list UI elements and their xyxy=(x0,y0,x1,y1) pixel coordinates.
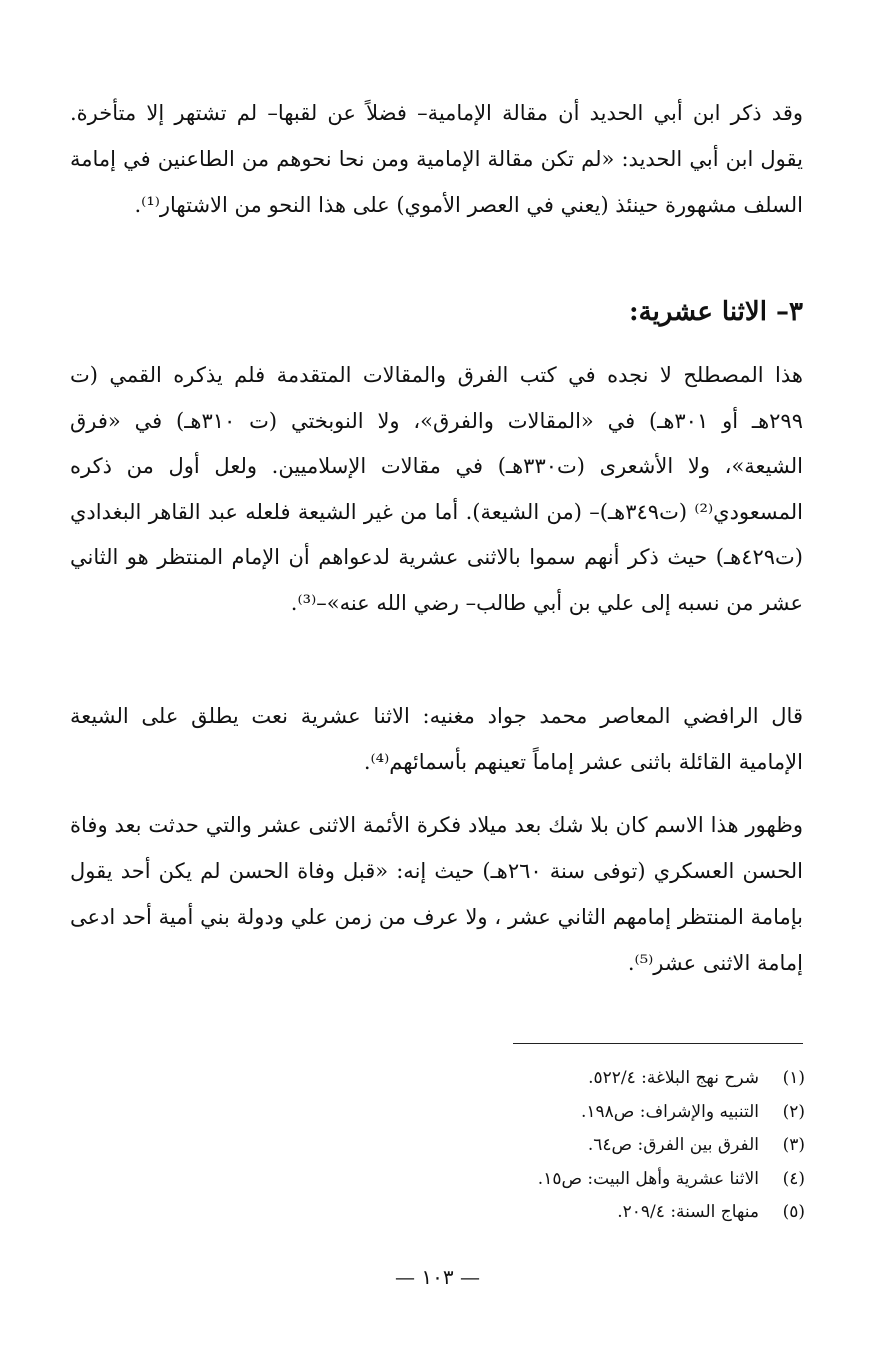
footnote-item xyxy=(305,1129,805,1163)
footnote-number: (٥) xyxy=(782,1202,805,1222)
footnote-number: (٤) xyxy=(782,1168,805,1189)
footnote-text: منهاج السنة: ٢٠٩/٤. xyxy=(617,1202,759,1222)
footnote-number: (٣) xyxy=(782,1135,805,1155)
paragraph-term-history: هذا المصطلح لا نجده في كتب الفرق والمقالات المتقدمة فلم يذكره القمي (ت ٢٩٩هـ أو ٣٠١هـ) في «المقالات والفرق»، ولا النوبختي (ت ٣١٠هـ) في «فرق الشيعة»، ولا الأشعرى (ت٣٣٠هـ) في مقالات الإسلاميين. ولعل أول من ذكره المسعودي⁽²⁾ (ت٣٤٩هـ)– (من الشيعة). أما من غير الشيعة فلعله عبد القاهر البغدادي (ت٤٢٩هـ) حيث ذكر أنهم سموا بالاثنى عشرية لدعواهم أن الإمام المنتظر هو الثاني عشر من نسبه إلى علي بن أبي طالب– رضي الله عنه»–⁽³⁾. xyxy=(70,363,804,615)
footnotes-list xyxy=(305,1062,805,1230)
footnote-text: التنبيه والإشراف: ص١٩٨. xyxy=(580,1101,759,1122)
footnote-item xyxy=(305,1163,805,1197)
section-heading: ٣– الاثنا عشرية: xyxy=(629,297,803,327)
footnote-text: الاثنا عشرية وأهل البيت: ص١٥. xyxy=(537,1168,759,1189)
paragraph-intro: وقد ذكر ابن أبي الحديد أن مقالة الإمامية– فضلاً عن لقبها– لم تشتهر إلا متأخرة. يقول ابن أبي الحديد: «لم تكن مقالة الإمامية ومن نحا نحوهم من الطاعنين في إمامة السلف مشهورة حينئذ (يعني في العصر الأموي) على هذا النحو من الاشتهار⁽¹⁾. xyxy=(70,101,803,217)
paragraph-mughniyah-quote: قال الرافضي المعاصر محمد جواد مغنيه: الاثنا عشرية نعت يطلق على الشيعة الإمامية القائلة باثنى عشر إماماً تعينهم بأسمائهم⁽⁴⁾. xyxy=(70,704,803,774)
footnote-item xyxy=(305,1096,805,1130)
page-number: — ١٠٣ — xyxy=(395,1265,480,1289)
footnote-text: الفرق بين الفرق: ص٦٤. xyxy=(587,1135,759,1155)
footnote-text: شرح نهج البلاغة: ٥٢٢/٤. xyxy=(588,1068,759,1088)
footnote-item xyxy=(305,1062,805,1096)
footnote-item xyxy=(305,1196,805,1230)
paragraph-name-origin: وظهور هذا الاسم كان بلا شك بعد ميلاد فكرة الأئمة الاثنى عشر والتي حدثت بعد وفاة الحسن العسكري (توفى سنة ٢٦٠هـ) حيث إنه: «قبل وفاة الحسن لم يكن أحد يقول بإمامة المنتظر إمامهم الثاني عشر ، ولا عرف من زمن علي ودولة بني أمية أحد ادعى إمامة الاثنى عشر⁽⁵⁾. xyxy=(70,813,803,975)
footnote-number: (١) xyxy=(782,1068,805,1088)
footnote-number: (٢) xyxy=(782,1101,805,1122)
footnote-separator xyxy=(513,1043,803,1044)
